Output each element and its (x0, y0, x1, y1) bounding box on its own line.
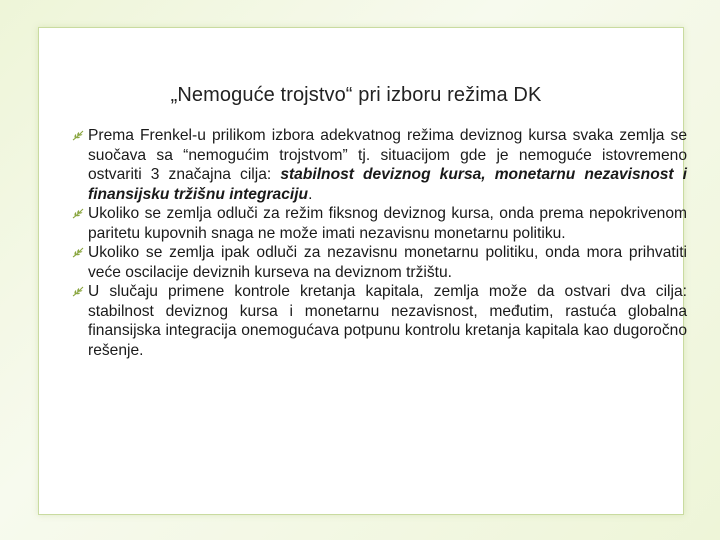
bullet-item (66, 243, 687, 282)
bullet-item (66, 282, 687, 360)
bullet-list (66, 126, 687, 360)
leaf-sprig-icon (72, 247, 84, 258)
bullet-item (66, 126, 687, 204)
leaf-sprig-icon (72, 130, 84, 141)
bullet-text: U slučaju primene kontrole kretanja kapitala, zemlja može da ostvari dva cilja: stabilnost deviznog kursa i monetarnu nezavisnost, međutim, rastuća globalna finansijska integracija onemogućava potpunu kontrolu kretanja kapitala kao dugoročno rešenje. (88, 283, 687, 359)
bullet-item (66, 204, 687, 243)
leaf-sprig-icon (72, 208, 84, 219)
bullet-text: Prema Frenkel-u prilikom izbora adekvatnog režima deviznog kursa svaka zemlja se suočava sa “nemogućim trojstvom” tj. situacijom gde je nemoguće istovremeno ostvariti 3 značajna cilja: (88, 127, 687, 183)
bullet-text: Ukoliko se zemlja odluči za režim fiksnog deviznog kursa, onda prema nepokrivenom paritetu kupovnih snaga ne može imati nezavisnu monetarnu politiku. (88, 205, 687, 242)
bullet-text: Ukoliko se zemlja ipak odluči za nezavisnu monetarnu politiku, onda mora prihvatiti veće oscilacije deviznih kurseva na deviznom tržištu. (88, 244, 687, 281)
bullet-text-end: . (308, 185, 313, 203)
leaf-sprig-icon (72, 286, 84, 297)
bullet-emphasis: stabilnost deviznog kursa, monetarnu nezavisnost i finansijsku tržišnu integraciju (88, 166, 688, 203)
slide-title: „Nemoguće trojstvo“ pri izboru režima DK (170, 84, 542, 106)
